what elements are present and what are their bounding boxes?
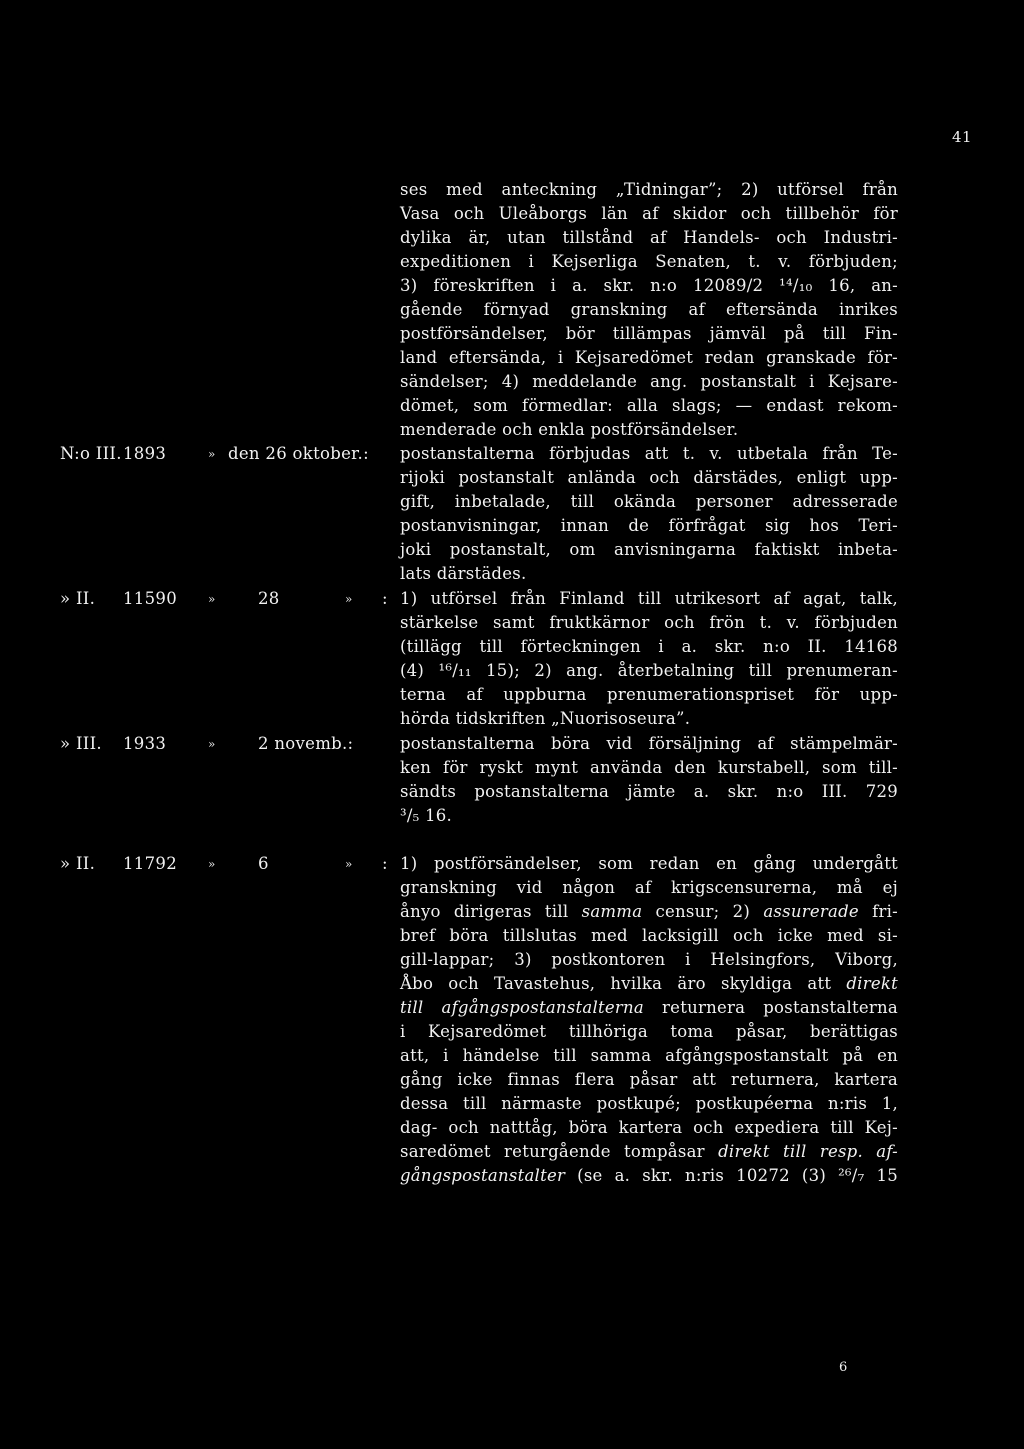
ditto-mark: » [208, 447, 216, 461]
text-line: gill-lappar; 3) postkontoren i Helsingfors, Viborg, [400, 950, 898, 969]
text-line: 3) föreskriften i a. skr. n:o 12089/2 ¹⁴/₁₀ 16, an- [400, 276, 898, 295]
text-line: menderade och enkla postförsändelser. [400, 420, 739, 439]
entry-date: den 26 oktober.: [228, 444, 369, 463]
text-line: sändelser; 4) meddelande ang. postanstalt i Kejsare- [400, 372, 898, 391]
entry-day: 28 [258, 589, 280, 608]
colon: : [382, 854, 388, 873]
entry-series: » II. [60, 589, 96, 608]
text-line: terna af uppburna prenumerationspriset för upp- [400, 685, 898, 704]
entry-series: N:o III. [60, 444, 122, 463]
text-line: postförsändelser, bör tillämpas jämväl på till Fin- [400, 324, 898, 343]
entry-number: 11590 [123, 589, 177, 608]
text-line: dag- och natttåg, böra kartera och expediera till Kej- [400, 1118, 898, 1137]
entry-number: 1933 [123, 734, 167, 753]
text-line: joki postanstalt, om anvisningarna faktiskt inbeta- [400, 540, 898, 559]
text-line: gift, inbetalade, till okända personer adresserade [400, 492, 898, 511]
colon: : [382, 589, 388, 608]
text-line: dömet, som förmedlar: alla slags; — endast rekom- [400, 396, 898, 415]
entry-day: 6 [258, 854, 269, 873]
text-line: att, i händelse till samma afgångspostanstalt på en [400, 1046, 898, 1065]
entry-number: 1893 [123, 444, 167, 463]
ditto-mark: » [345, 857, 353, 871]
text-line: gång icke finnas flera påsar att returnera, kartera [400, 1070, 898, 1089]
text-line: lats därstädes. [400, 564, 527, 583]
ditto-mark: » [345, 592, 353, 606]
text-line: Åbo och Tavastehus, hvilka äro skyldiga att direkt [400, 974, 898, 993]
text-line: granskning vid någon af krigscensurerna, må ej [400, 878, 898, 897]
text-line: gående förnyad granskning af eftersända inrikes [400, 300, 898, 319]
text-line: (tillägg till förteckningen i a. skr. n:o II. 14168 [400, 637, 898, 656]
text-line: ³/₅ 16. [400, 806, 453, 825]
text-line: ånyo dirigeras till samma censur; 2) assurerade fri- [400, 902, 898, 921]
entry-number: 11792 [123, 854, 177, 873]
text-line: 1) postförsändelser, som redan en gång undergått [400, 854, 898, 873]
text-line: bref böra tillslutas med lacksigill och icke med si- [400, 926, 898, 945]
text-line: stärkelse samt fruktkärnor och frön t. v. förbjuden [400, 613, 898, 632]
text-line: dessa till närmaste postkupé; postkupéerna n:ris 1, [400, 1094, 898, 1113]
text-line: ses med anteckning „Tidningar”; 2) utförsel från [400, 180, 898, 199]
ditto-mark: » [208, 592, 216, 606]
text-line: hörda tidskriften „Nuorisoseura”. [400, 709, 691, 728]
text-line: gångspostanstalter (se a. skr. n:ris 10272 (3) ²⁶/₇ 15 [400, 1166, 898, 1185]
text-line: 1) utförsel från Finland till utrikesort af agat, talk, [400, 589, 898, 608]
page-number: 41 [952, 128, 973, 146]
text-line: sändts postanstalterna jämte a. skr. n:o III. 729 [400, 782, 898, 801]
entry-date: 2 novemb.: [258, 734, 354, 753]
text-line: rijoki postanstalt anlända och därstädes, enligt upp- [400, 468, 898, 487]
entry-series: » II. [60, 854, 96, 873]
text-line: (4) ¹⁶/₁₁ 15); 2) ang. återbetalning till prenumeran- [400, 661, 898, 680]
ditto-mark: » [208, 737, 216, 751]
entry-series: » III. [60, 734, 102, 753]
text-line: till afgångspostanstalterna returnera postanstalterna [400, 998, 898, 1017]
text-line: land eftersända, i Kejsaredömet redan granskade för- [400, 348, 898, 367]
text-line: expeditionen i Kejserliga Senaten, t. v. förbjuden; [400, 252, 898, 271]
text-line: saredömet returgående tompåsar direkt till resp. af- [400, 1142, 898, 1161]
text-line: postanstalterna förbjudas att t. v. utbetala från Te- [400, 444, 898, 463]
text-line: dylika är, utan tillstånd af Handels- och Industri- [400, 228, 898, 247]
text-line: Vasa och Uleåborgs län af skidor och tillbehör för [400, 204, 898, 223]
text-line: postanvisningar, innan de förfrågat sig hos Teri- [400, 516, 898, 535]
signature-mark: 6 [839, 1360, 848, 1375]
text-line: postanstalterna böra vid försäljning af stämpelmär- [400, 734, 898, 753]
text-line: ken för ryskt mynt använda den kurstabell, som till- [400, 758, 898, 777]
ditto-mark: » [208, 857, 216, 871]
text-line: i Kejsaredömet tillhöriga toma påsar, berättigas [400, 1022, 898, 1041]
